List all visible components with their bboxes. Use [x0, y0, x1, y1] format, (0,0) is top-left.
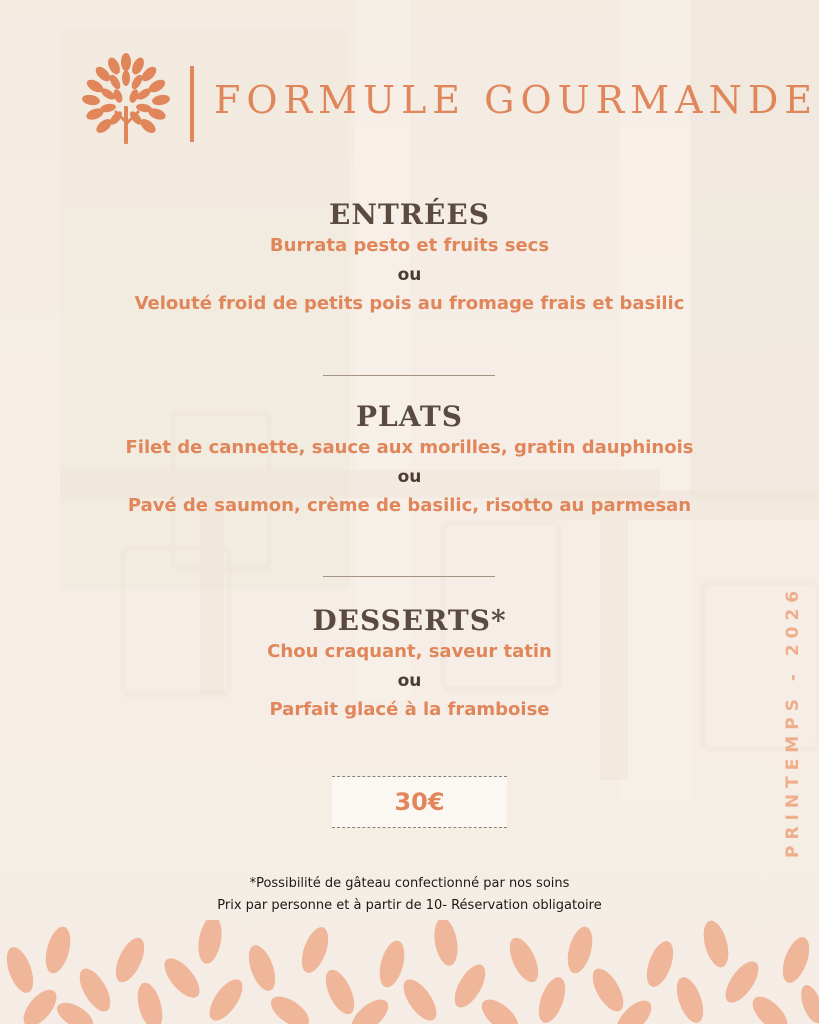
- menu-item: Parfait glacé à la framboise: [269, 699, 550, 720]
- menu-item: Burrata pesto et fruits secs: [269, 235, 550, 256]
- season-label: PRINTEMPS - 2026: [783, 584, 803, 858]
- header: [78, 52, 819, 148]
- menu-item: Chou craquant, saveur tatin: [267, 641, 552, 662]
- footnote-line: *Possibilité de gâteau confectionné par nos soins: [249, 876, 570, 891]
- price-tag: 30€: [332, 776, 507, 828]
- leaf-pattern-icon: [0, 920, 819, 1024]
- header-divider: [190, 66, 194, 142]
- or-label: ou: [397, 265, 422, 285]
- section-entrees: [0, 198, 819, 319]
- section-divider: [323, 375, 495, 376]
- section-desserts: [0, 604, 819, 725]
- section-title: PLATS: [356, 400, 463, 433]
- or-label: ou: [397, 671, 422, 691]
- section-title: DESSERTS*: [312, 604, 507, 637]
- footnote-line: Prix par personne et à partir de 10- Réservation obligatoire: [217, 898, 602, 913]
- menu-item: Velouté froid de petits pois au fromage frais et basilic: [134, 293, 685, 314]
- section-plats: [0, 400, 819, 521]
- section-title: ENTRÉES: [329, 198, 490, 231]
- menu-item: Filet de cannette, sauce aux morilles, gratin dauphinois: [125, 437, 694, 458]
- page-title: FORMULE GOURMANDE: [214, 78, 819, 122]
- or-label: ou: [397, 467, 422, 487]
- menu-item: Pavé de saumon, crème de basilic, risotto au parmesan: [127, 495, 692, 516]
- footnotes: [0, 873, 819, 917]
- tree-logo-icon: [78, 52, 174, 148]
- section-divider: [323, 576, 495, 577]
